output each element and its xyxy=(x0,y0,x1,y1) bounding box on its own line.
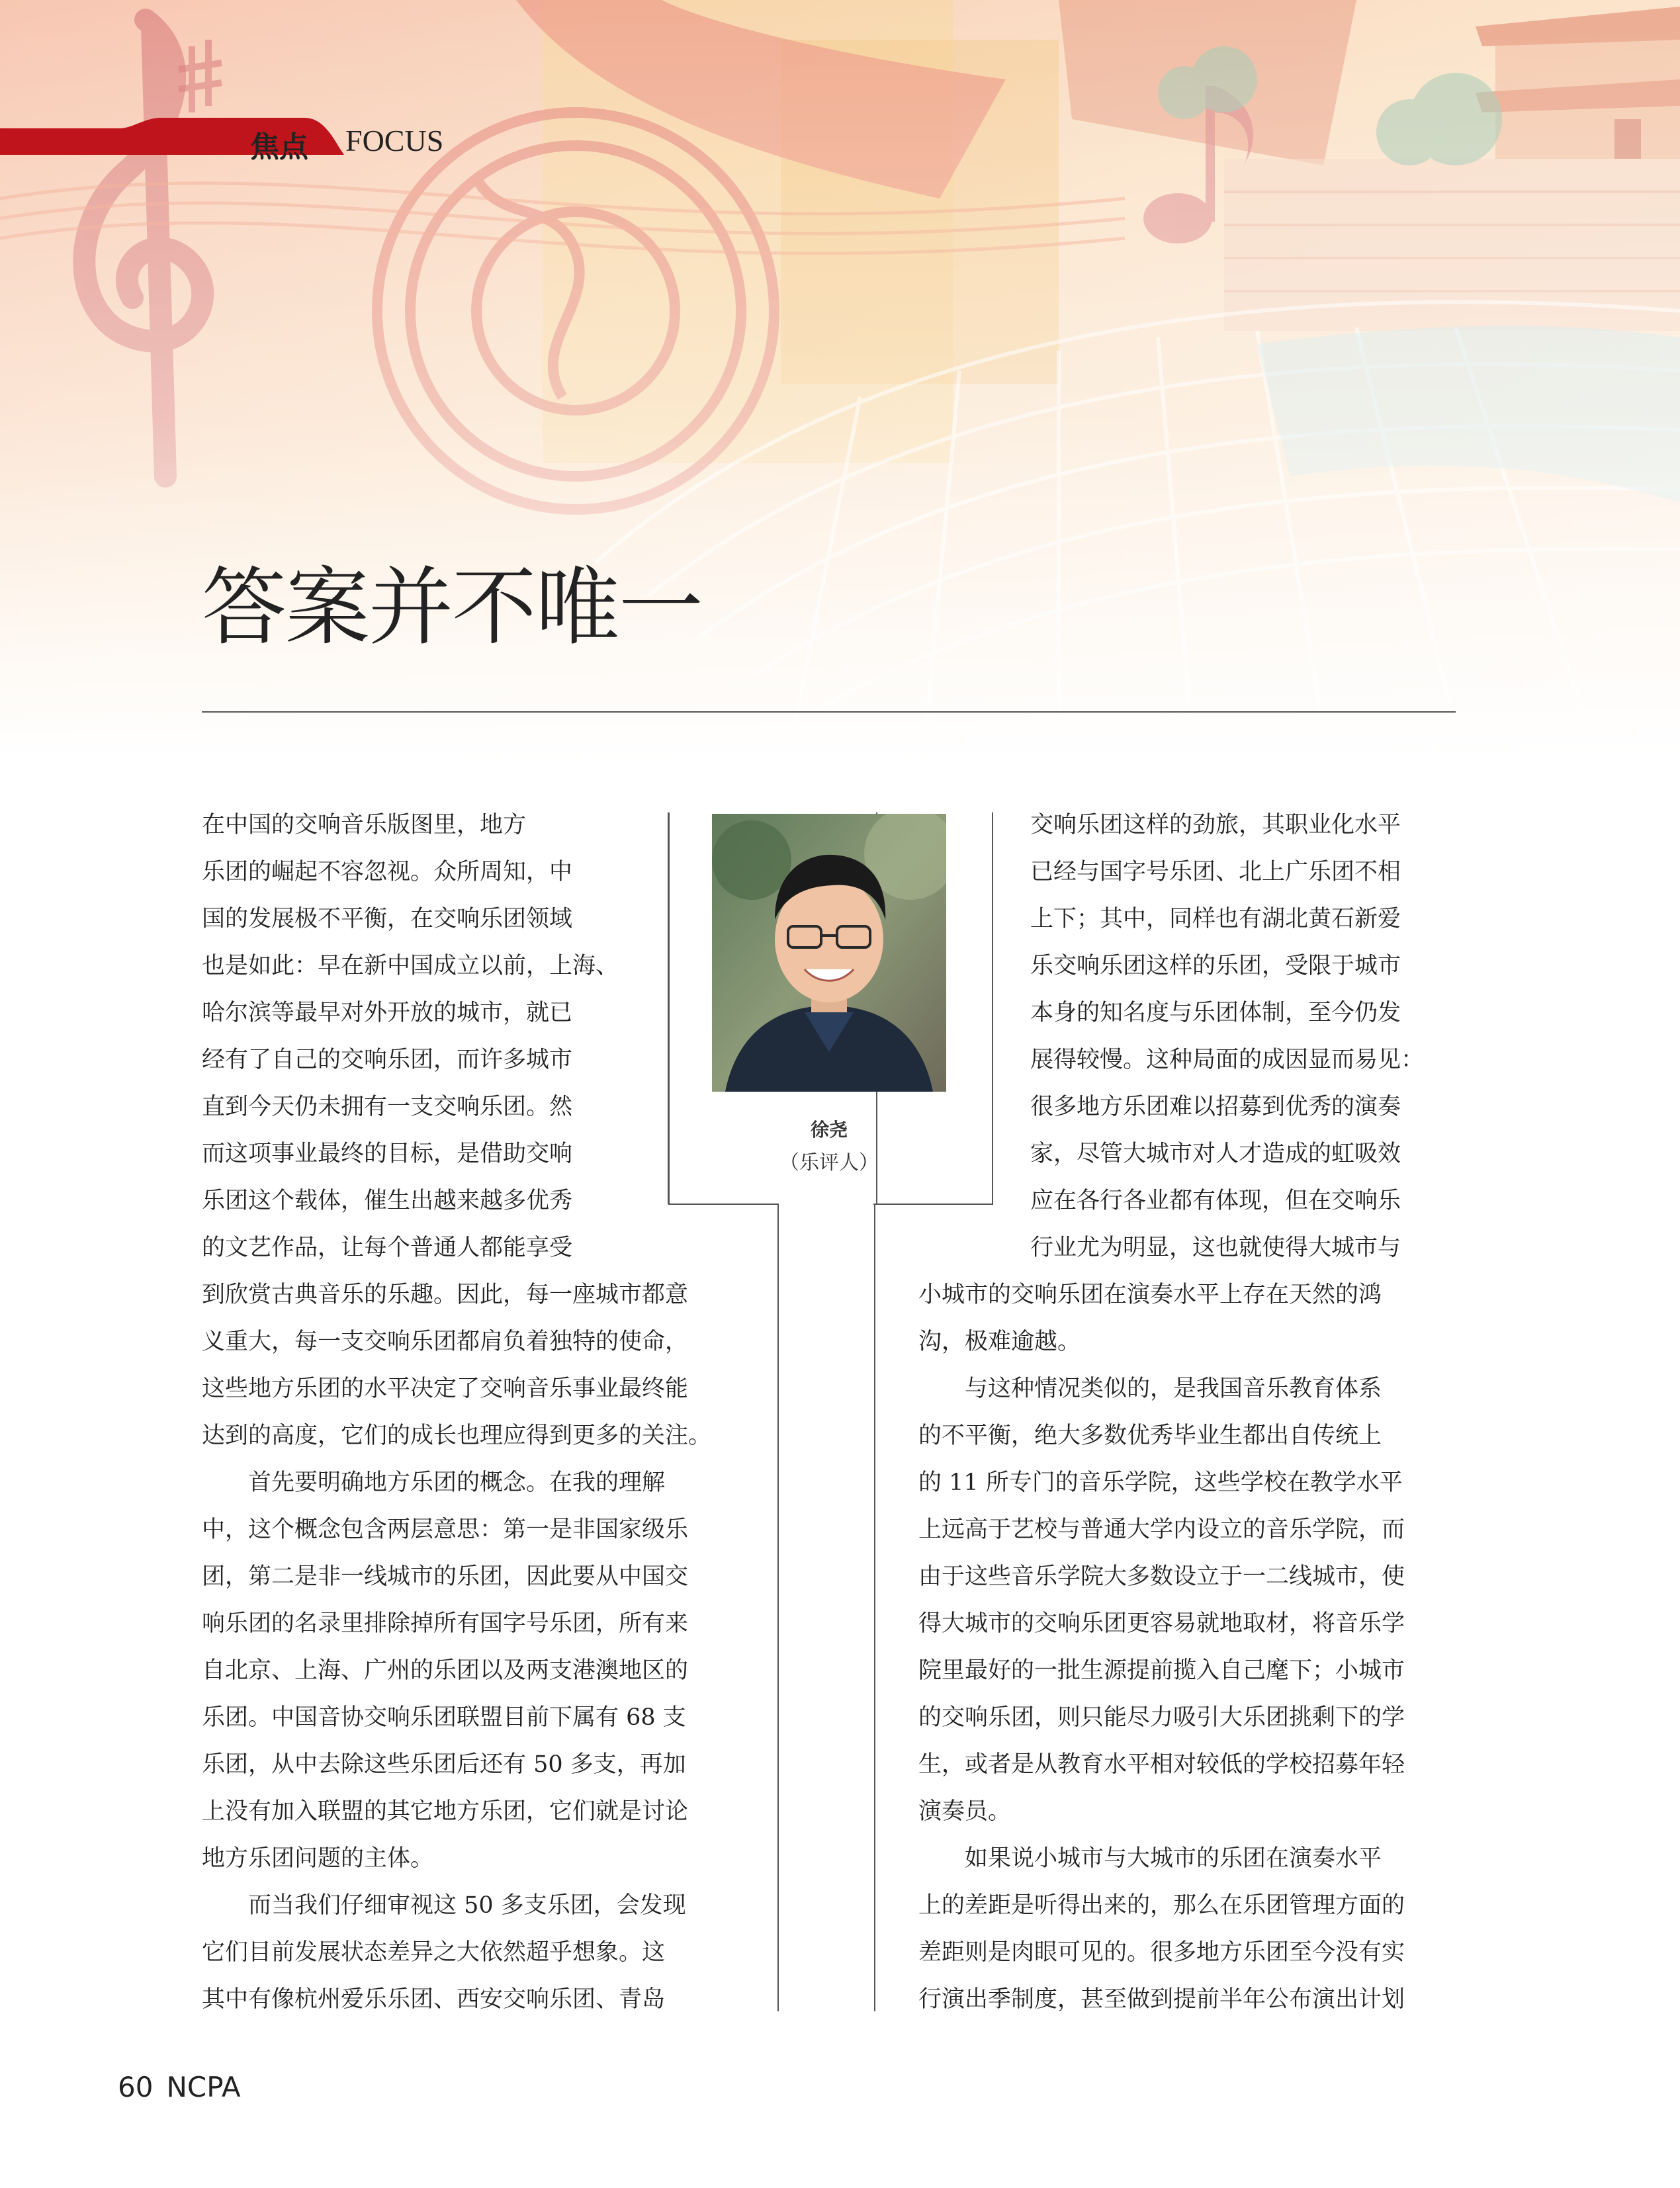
body-text-line: 国的发展极不平衡，在交响乐团领域 xyxy=(202,906,573,932)
body-text-line: 而当我们仔细审视这 50 多支乐团，会发现 xyxy=(202,1892,686,1919)
page-footer xyxy=(118,2071,241,2103)
photo-caption-name: 徐尧 xyxy=(810,1119,848,1141)
body-text-line: 如果说小城市与大城市的乐团在演奏水平 xyxy=(918,1845,1382,1872)
body-text-line: 本身的知名度与乐团体制，至今仍发 xyxy=(1030,1000,1401,1026)
body-text-line: 在中国的交响音乐版图里，地方 xyxy=(202,812,527,838)
body-text-line: 由于这些音乐学院大多数设立于一二线城市，使 xyxy=(918,1563,1405,1590)
body-text-line: 乐团的崛起不容忽视。众所周知，中 xyxy=(202,859,573,885)
body-text-line: 自北京、上海、广州的乐团以及两支港澳地区的 xyxy=(202,1657,689,1684)
body-text-line: 乐团，从中去除这些乐团后还有 50 多支，再加 xyxy=(202,1751,686,1778)
body-text-line: 应在各行各业都有体现，但在交响乐 xyxy=(1030,1188,1401,1214)
body-text-line: 与这种情况类似的，是我国音乐教育体系 xyxy=(918,1376,1382,1402)
body-text-line: 的交响乐团，则只能尽力吸引大乐团挑剩下的学 xyxy=(918,1704,1405,1731)
body-text-line: 的不平衡，绝大多数优秀毕业生都出自传统上 xyxy=(918,1422,1382,1449)
page-number: 60 xyxy=(118,2071,154,2103)
article-title: 答案并不唯一 xyxy=(202,558,703,657)
body-text-line: 演奏员。 xyxy=(918,1798,1012,1825)
body-text-line: 行业尤为明显，这也就使得大城市与 xyxy=(1030,1235,1401,1261)
body-text-line: 行演出季制度，甚至做到提前半年公布演出计划 xyxy=(918,1986,1405,2013)
left-column-upper xyxy=(202,802,629,1272)
body-text-line: 团，第二是非一线城市的乐团，因此要从中国交 xyxy=(202,1563,689,1590)
body-text-line: 达到的高度，它们的成长也理应得到更多的关注。 xyxy=(202,1422,712,1449)
body-text-line: 中，这个概念包含两层意思：第一是非国家级乐 xyxy=(202,1516,689,1543)
body-text-line: 到欣赏古典音乐的乐趣。因此，每一座城市都意 xyxy=(202,1282,689,1308)
body-text-line: 很多地方乐团难以招募到优秀的演奏 xyxy=(1030,1094,1401,1120)
body-text-line: 地方乐团问题的主体。 xyxy=(202,1845,434,1872)
body-text-line: 它们目前发展状态差异之大依然超乎想象。这 xyxy=(202,1939,666,1966)
body-text-line: 已经与国字号乐团、北上广乐团不相 xyxy=(1030,859,1401,885)
right-column-upper xyxy=(1030,802,1454,1272)
body-text-line: 也是如此：早在新中国成立以前，上海、 xyxy=(202,953,619,979)
body-text-line: 小城市的交响乐团在演奏水平上存在天然的鸿 xyxy=(918,1282,1382,1308)
body-text-line: 而这项事业最终的目标，是借助交响 xyxy=(202,1141,573,1167)
body-text-line: 家，尽管大城市对人才造成的虹吸效 xyxy=(1030,1141,1401,1167)
author-photo xyxy=(712,814,946,1092)
body-text-line: 上的差距是听得出来的，那么在乐团管理方面的 xyxy=(918,1892,1405,1919)
body-text-line: 义重大，每一支交响乐团都肩负着独特的使命， xyxy=(202,1329,689,1355)
title-divider xyxy=(202,711,1456,713)
body-text-line: 展得较慢。这种局面的成因显而易见： xyxy=(1030,1047,1425,1073)
body-text-line: 乐团这个载体，催生出越来越多优秀 xyxy=(202,1188,573,1214)
body-text-line: 上远高于艺校与普通大学内设立的音乐学院，而 xyxy=(918,1516,1405,1543)
photo-caption-role: （乐评人） xyxy=(779,1151,879,1174)
magazine-name: NCPA xyxy=(166,2071,241,2103)
section-label-cn: 焦点 xyxy=(250,130,308,164)
body-text-line: 直到今天仍未拥有一支交响乐团。然 xyxy=(202,1094,573,1120)
body-text-line: 哈尔滨等最早对外开放的城市，就已 xyxy=(202,1000,573,1026)
body-text-line: 乐团。中国音协交响乐团联盟目前下属有 68 支 xyxy=(202,1704,686,1731)
body-text-line: 的 11 所专门的音乐学院，这些学校在教学水平 xyxy=(918,1469,1403,1496)
body-text-line: 的文艺作品，让每个普通人都能享受 xyxy=(202,1235,573,1261)
body-text-line: 交响乐团这样的劲旅，其职业化水平 xyxy=(1030,812,1401,838)
body-text-line: 其中有像杭州爱乐乐团、西安交响乐团、青岛 xyxy=(202,1986,666,2013)
body-text-line: 乐交响乐团这样的乐团，受限于城市 xyxy=(1030,953,1401,979)
body-text-line: 院里最好的一批生源提前揽入自己麾下；小城市 xyxy=(918,1657,1405,1684)
body-text-line: 这些地方乐团的水平决定了交响音乐事业最终能 xyxy=(202,1376,689,1402)
body-text-line: 沟，极难逾越。 xyxy=(918,1329,1081,1355)
body-text-line: 响乐团的名录里排除掉所有国字号乐团，所有来 xyxy=(202,1610,689,1637)
body-text-line: 经有了自己的交响乐团，而许多城市 xyxy=(202,1047,573,1073)
body-text-line: 首先要明确地方乐团的概念。在我的理解 xyxy=(202,1469,666,1496)
body-text-line: 差距则是肉眼可见的。很多地方乐团至今没有实 xyxy=(918,1939,1405,1966)
section-label-en: FOCUS xyxy=(345,124,444,157)
body-text-line: 得大城市的交响乐团更容易就地取材，将音乐学 xyxy=(918,1610,1405,1637)
body-text-line: 上没有加入联盟的其它地方乐团，它们就是讨论 xyxy=(202,1798,689,1825)
left-column-lower xyxy=(202,1272,738,2023)
body-text-line: 生，或者是从教育水平相对较低的学校招募年轻 xyxy=(918,1751,1405,1778)
body-text-line: 上下；其中，同样也有湖北黄石新爱 xyxy=(1030,906,1401,932)
